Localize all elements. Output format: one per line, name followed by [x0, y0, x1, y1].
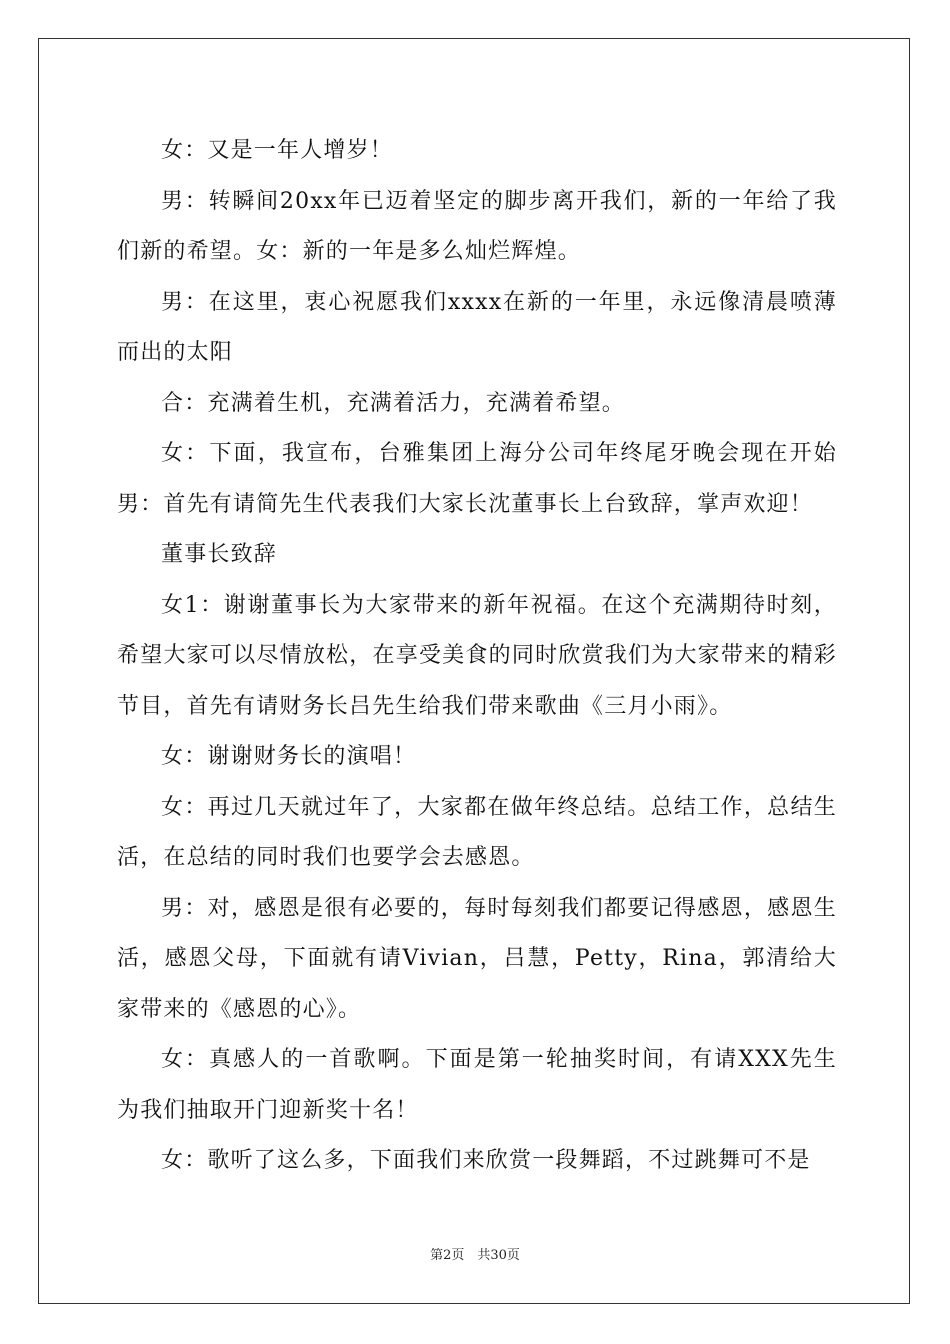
paragraph-2: 男：转瞬间20xx年已迈着坚定的脚步离开我们，新的一年给了我们新的希望。女：新的一年是多么灿烂辉煌。: [117, 188, 837, 264]
paragraph-5: 女：下面，我宣布，台雅集团上海分公司年终尾牙晚会现在开始男：首先有请简先生代表我们大家长沈董事长上台致辞，掌声欢迎！: [117, 441, 837, 517]
paragraph-10: 男：对，感恩是很有必要的，每时每刻我们都要记得感恩，感恩生活，感恩父母，下面就有请Vivian，吕慧，Petty，Rina，郭清给大家带来的《感恩的心》。: [117, 895, 837, 1022]
paragraph-6: 董事长致辞: [161, 542, 278, 567]
paragraph-11: 女：真感人的一首歌啊。下面是第一轮抽奖时间，有请XXX先生为我们抽取开门迎新奖十名！: [117, 1047, 837, 1123]
paragraph-8: 女：谢谢财务长的演唱！: [161, 744, 417, 769]
document-body: [117, 126, 837, 1187]
paragraph-3: 男：在这里，衷心祝愿我们xxxx在新的一年里，永远像清晨喷薄而出的太阳: [117, 289, 837, 365]
paragraph-12: 女：歌听了这么多，下面我们来欣赏一段舞蹈，不过跳舞可不是: [161, 1148, 811, 1173]
page-number-footer: 第2页 共30页: [430, 1248, 520, 1263]
paragraph-4: 合：充满着生机，充满着活力，充满着希望。: [161, 390, 626, 416]
paragraph-9: 女：再过几天就过年了，大家都在做年终总结。总结工作，总结生活，在总结的同时我们也要学会去感恩。: [117, 794, 837, 870]
paragraph-1: 女：又是一年人增岁！: [161, 138, 394, 163]
paragraph-7: 女1：谢谢董事长为大家带来的新年祝福。在这个充满期待时刻，希望大家可以尽情放松，在享受美食的同时欣赏我们为大家带来的精彩节目，首先有请财务长吕先生给我们带来歌曲《三月小雨》。: [117, 592, 837, 719]
